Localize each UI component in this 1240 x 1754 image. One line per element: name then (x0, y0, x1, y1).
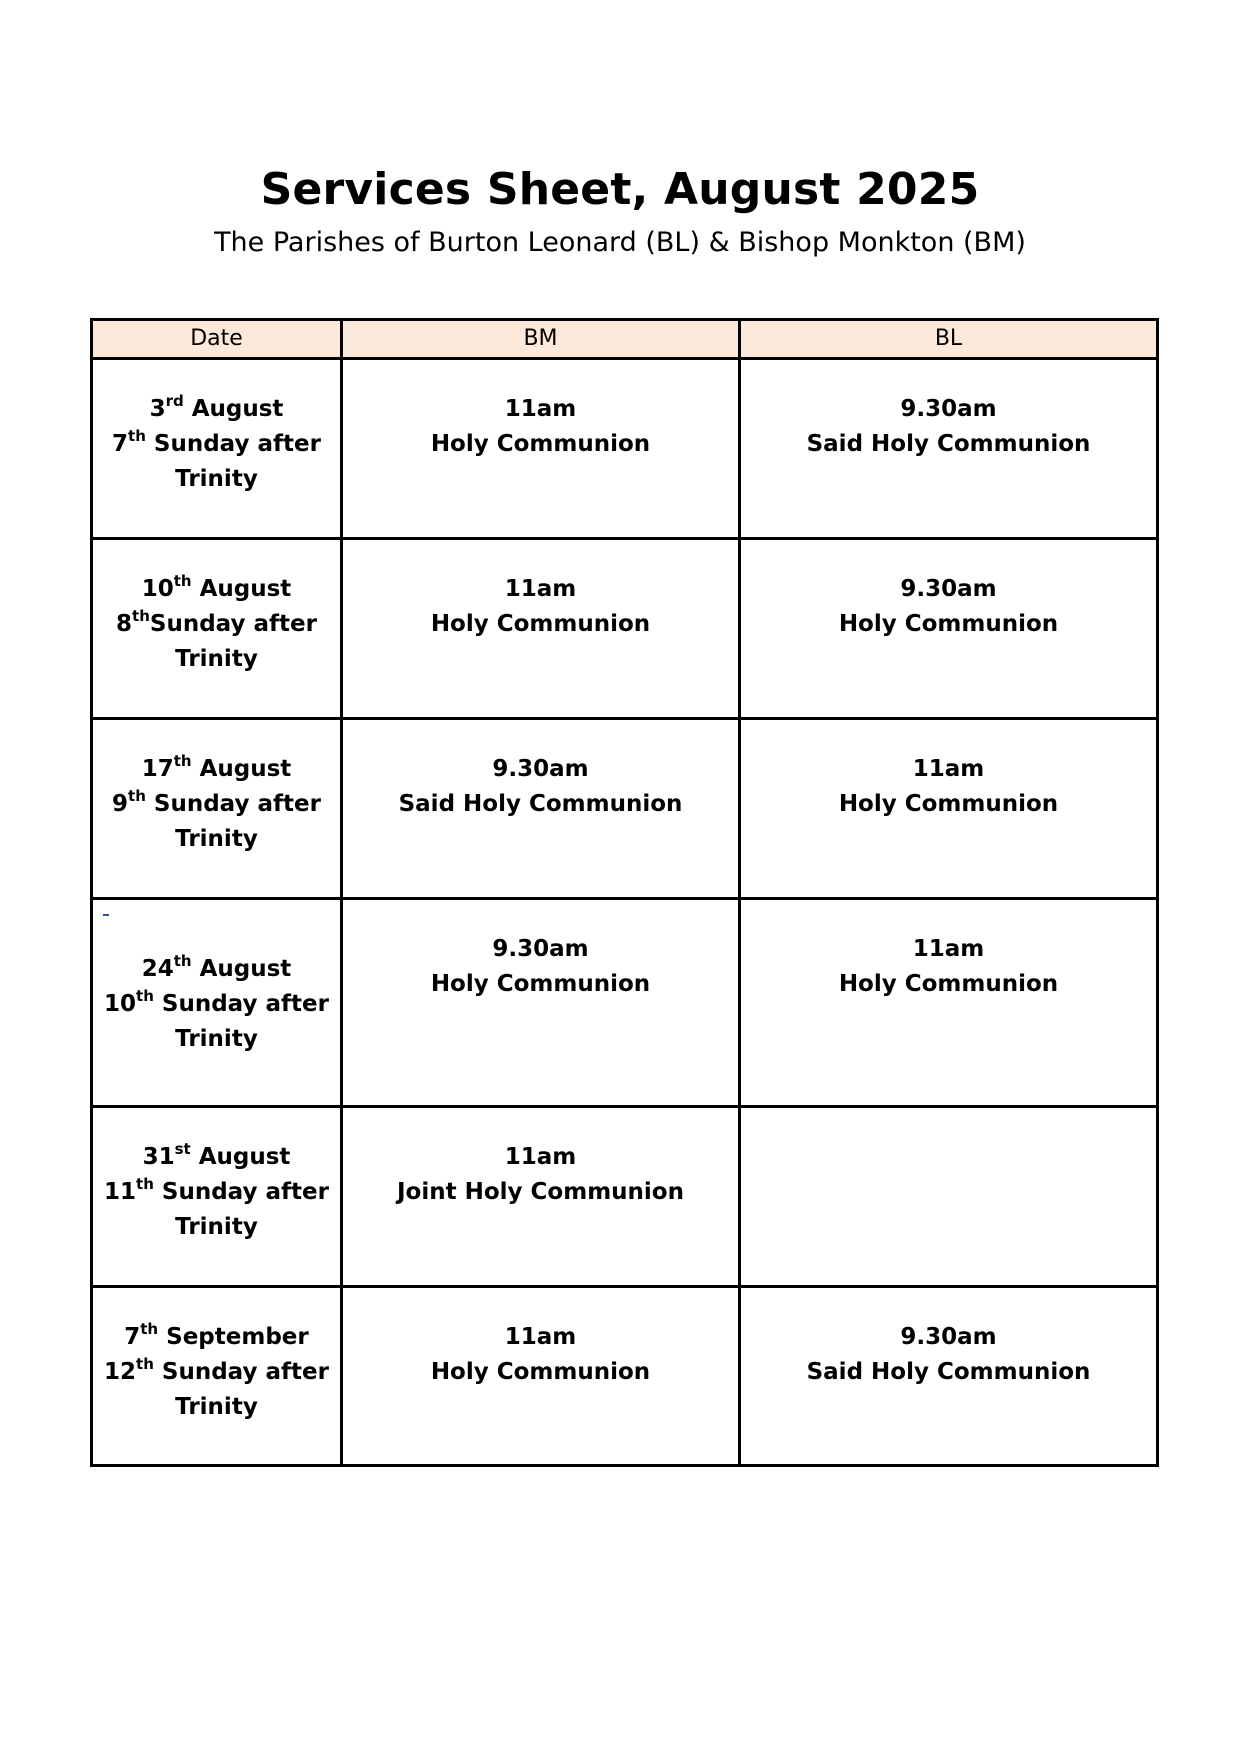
date-week-line: 12th Sunday after (104, 1355, 329, 1385)
service-name: Holy Communion (430, 1359, 651, 1385)
date-week-line: 8thSunday after (116, 607, 317, 637)
service-time: 11am (912, 756, 985, 782)
bm-service-cell (342, 1287, 740, 1466)
table-row (92, 899, 1158, 1107)
date-day-line: 7th September (124, 1320, 309, 1350)
bm-service-cell (342, 359, 740, 539)
table-row (92, 1107, 1158, 1287)
table-row (92, 359, 1158, 539)
table-header-row (92, 320, 1158, 359)
bm-service-cell (342, 539, 740, 719)
service-name: Holy Communion (838, 971, 1059, 997)
blue-dash-mark (103, 914, 109, 916)
service-time: 9.30am (900, 576, 997, 602)
date-cell (92, 899, 342, 1107)
service-name: Said Holy Communion (806, 431, 1091, 457)
column-header-bm: BM (342, 320, 740, 359)
date-cell (92, 539, 342, 719)
date-day-line: 24th August (141, 952, 292, 982)
bl-service-cell (740, 1107, 1158, 1287)
date-cell (92, 719, 342, 899)
date-season: Trinity (175, 1026, 258, 1052)
bl-service-cell (740, 539, 1158, 719)
service-time: 11am (504, 576, 577, 602)
service-name: Said Holy Communion (806, 1359, 1091, 1385)
date-day-line: 3rd August (149, 392, 284, 422)
service-name: Holy Communion (430, 971, 651, 997)
column-header-date: Date (92, 320, 342, 359)
date-season: Trinity (175, 1214, 258, 1240)
date-cell (92, 1287, 342, 1466)
column-header-bl: BL (740, 320, 1158, 359)
bl-service-cell (740, 359, 1158, 539)
date-day-line: 10th August (141, 572, 292, 602)
bm-service-cell (342, 719, 740, 899)
service-name: Joint Holy Communion (397, 1179, 684, 1205)
service-time: 9.30am (492, 756, 589, 782)
date-week-line: 9th Sunday after (112, 787, 321, 817)
date-cell (92, 1107, 342, 1287)
service-time: 11am (504, 1324, 577, 1350)
service-time: 9.30am (900, 396, 997, 422)
page-subtitle: The Parishes of Burton Leonard (BL) & Bishop Monkton (BM) (214, 227, 1026, 258)
service-time: 9.30am (900, 1324, 997, 1350)
bl-service-cell (740, 899, 1158, 1107)
bm-service-cell (342, 899, 740, 1107)
service-time: 11am (504, 1144, 577, 1170)
service-time: 9.30am (492, 936, 589, 962)
date-season: Trinity (175, 646, 258, 672)
date-season: Trinity (175, 826, 258, 852)
table-row (92, 719, 1158, 899)
date-cell (92, 359, 342, 539)
services-table (90, 318, 1159, 1467)
bm-service-cell (342, 1107, 740, 1287)
page-title: Services Sheet, August 2025 (260, 164, 980, 215)
service-name: Said Holy Communion (398, 791, 683, 817)
service-time: 11am (912, 936, 985, 962)
service-name: Holy Communion (430, 611, 651, 637)
date-day-line: 17th August (141, 752, 292, 782)
date-season: Trinity (175, 466, 258, 492)
date-week-line: 7th Sunday after (112, 427, 321, 457)
table-row (92, 539, 1158, 719)
service-time: 11am (504, 396, 577, 422)
date-season: Trinity (175, 1394, 258, 1420)
date-day-line: 31st August (142, 1140, 291, 1170)
date-week-line: 10th Sunday after (104, 987, 329, 1017)
bl-service-cell (740, 719, 1158, 899)
service-name: Holy Communion (430, 431, 651, 457)
service-name: Holy Communion (838, 611, 1059, 637)
table-row (92, 1287, 1158, 1466)
bl-service-cell (740, 1287, 1158, 1466)
service-name: Holy Communion (838, 791, 1059, 817)
date-week-line: 11th Sunday after (104, 1175, 329, 1205)
